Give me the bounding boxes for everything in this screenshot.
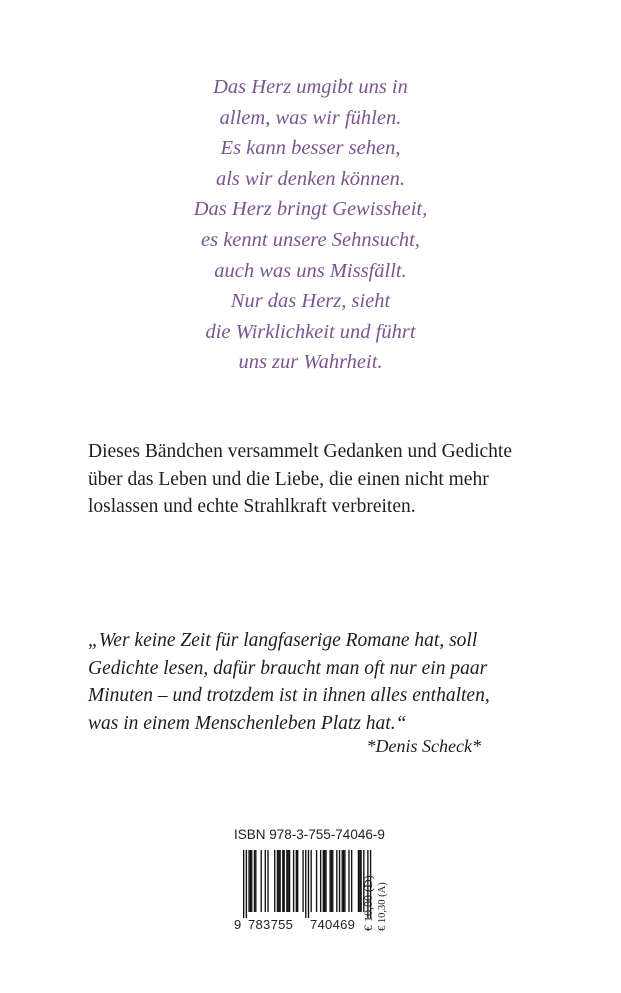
quote-line: Minuten – und trotzdem ist in ihnen alles enthalten, [88,685,490,706]
review-quote [88,627,588,737]
barcode-bar [297,850,298,912]
barcode [234,850,374,920]
isbn-label: ISBN 978-3-755-74046-9 [234,827,385,842]
barcode-digit-group: 783755 [248,917,294,932]
barcode-bar [278,850,279,912]
barcode-bar [329,850,330,912]
barcode-digit-first: 9 [234,917,242,932]
barcode-bar [279,850,280,912]
poem-line: als wir denken können. [215,167,405,190]
quote-line: Gedichte lesen, dafür braucht man oft nur ein paar [88,657,488,679]
poem-line: allem, was wir fühlen. [219,106,402,129]
barcode-bar [311,850,312,912]
quote-line: was in einem Menschenleben Platz hat.“ [88,712,407,734]
barcode-digits [234,917,374,932]
poem-line: Nur das Herz, sieht [230,290,391,313]
poem-line: es kennt unsere Sehnsucht, [201,228,420,251]
poem [0,72,621,378]
price-austria: € 10,30 (A) [377,882,388,931]
barcode-bar [358,850,359,912]
barcode-bar [332,850,333,912]
barcode-bar [254,850,255,912]
barcode-bar [339,850,340,912]
barcode-bar [265,850,266,912]
barcode-bar [284,850,285,912]
barcode-bar [286,850,287,912]
poem-line: Es kann besser sehen, [220,137,401,160]
poem-line: Das Herz bringt Gewissheit, [193,198,428,221]
barcode-bar [246,850,247,918]
barcode-bar [336,850,337,912]
poem-line: uns zur Wahrheit. [238,351,383,374]
barcode-bar [296,850,297,912]
poem-line: die Wirklichkeit und führt [205,320,416,343]
barcode-bar [316,850,317,912]
quote-line: „Wer keine Zeit für langfaserige Romane hat, soll [88,630,478,651]
barcode-bar [255,850,256,912]
barcode-bar [323,850,324,912]
barcode-bar [282,850,283,912]
barcode-bar [277,850,278,912]
poem-line: Das Herz umgibt uns in [213,76,408,98]
description-line: über das Leben und die Liebe, die einen nicht mehr [88,468,489,490]
poem-line: auch was uns Missfällt. [214,259,407,282]
book-description [88,438,588,521]
quote-author: *Denis Scheck* [366,736,481,756]
barcode-bar [325,850,326,912]
barcode-bar [324,850,325,912]
barcode-bar [305,850,306,918]
barcode-bar [288,850,289,912]
barcode-bar [261,850,262,912]
description-line: Dieses Bändchen versammelt Gedanken und Gedichte [88,441,512,462]
description-line: loslassen und echte Strahlkraft verbreiten. [88,496,416,517]
barcode-digit-group: 740469 [310,917,356,932]
barcode-bar [344,850,345,912]
barcode-bar [243,850,244,918]
barcode-bar [331,850,332,912]
barcode-bar [343,850,344,912]
barcode-bar [248,850,249,912]
price-germany: € 10,00 (D) [361,875,375,931]
barcode-bar [302,850,303,912]
barcode-bar [251,850,252,912]
barcode-bar [250,850,251,912]
barcode-bar [274,850,275,912]
barcode-bar [342,850,343,912]
barcode-bar [289,850,290,912]
barcode-bar [267,850,268,912]
barcode-bar [293,850,294,912]
barcode-bar [320,850,321,912]
barcode-bar [351,850,352,912]
barcode-bar [308,850,309,918]
barcode-bar [348,850,349,912]
